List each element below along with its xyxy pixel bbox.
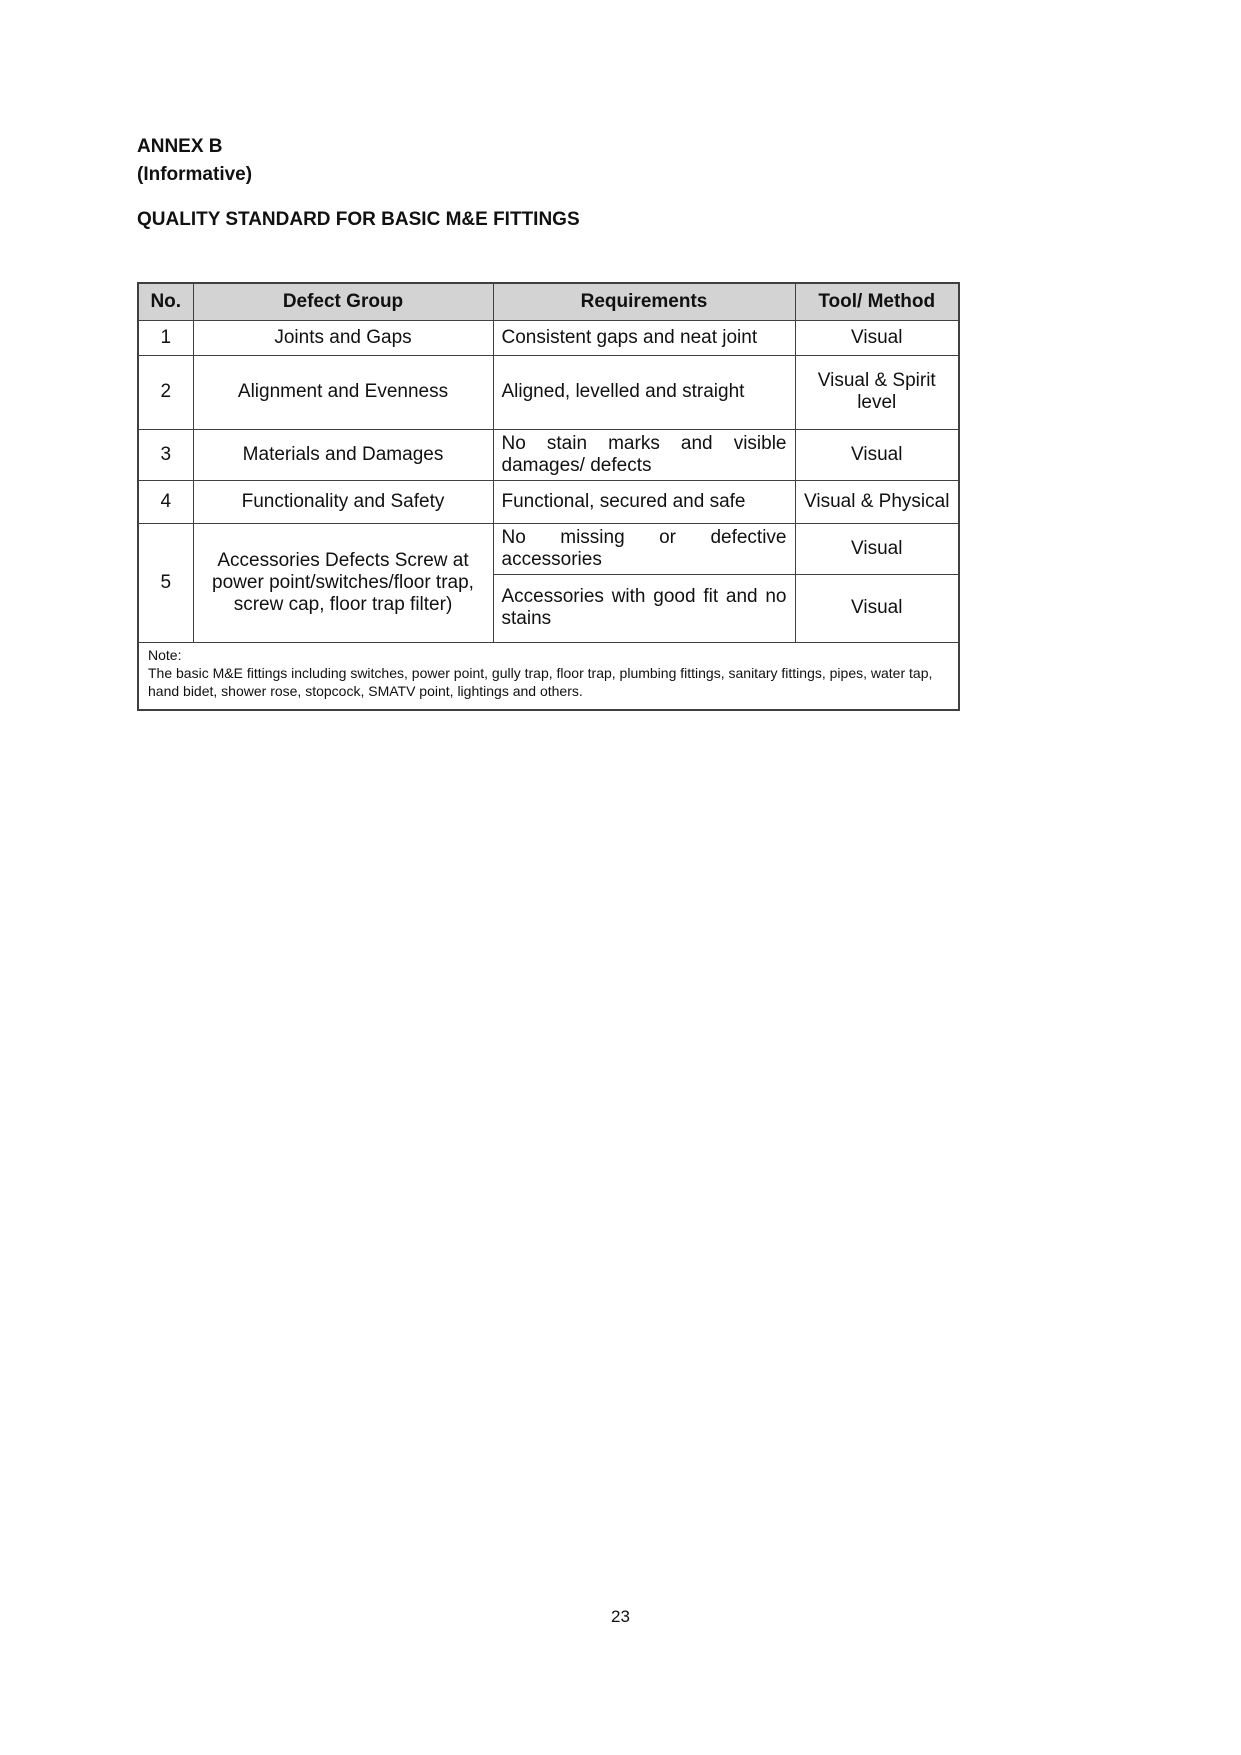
cell-requirements: No missing or defective accessories bbox=[493, 523, 795, 574]
cell-requirements: Functional, secured and safe bbox=[493, 480, 795, 523]
cell-defect-group: Accessories Defects Screw at power point/switches/floor trap, screw cap, floor trap filter) bbox=[193, 523, 493, 642]
table-row bbox=[138, 429, 959, 480]
table-header-row bbox=[138, 283, 959, 320]
header-no: No. bbox=[138, 283, 193, 320]
section-title: QUALITY STANDARD FOR BASIC M&E FITTINGS bbox=[137, 209, 580, 230]
cell-no: 1 bbox=[138, 320, 193, 355]
cell-no: 5 bbox=[138, 523, 193, 642]
annex-title: ANNEX B bbox=[137, 136, 223, 157]
cell-defect-group: Joints and Gaps bbox=[193, 320, 493, 355]
cell-tool-method: Visual & Spirit level bbox=[795, 355, 959, 429]
cell-tool-method: Visual bbox=[795, 523, 959, 574]
cell-requirements: Aligned, levelled and straight bbox=[493, 355, 795, 429]
header-tool-method: Tool/ Method bbox=[795, 283, 959, 320]
cell-no: 3 bbox=[138, 429, 193, 480]
note-cell bbox=[138, 642, 959, 710]
table-note-row bbox=[138, 642, 959, 710]
table-row bbox=[138, 480, 959, 523]
note-text: The basic M&E fittings including switches, power point, gully trap, floor trap, plumbing fittings, sanitary fittings, pipes, water tap, hand bidet, shower rose, stopcock, SMATV point, lightings and others. bbox=[148, 664, 933, 699]
cell-requirements: Consistent gaps and neat joint bbox=[493, 320, 795, 355]
cell-defect-group: Alignment and Evenness bbox=[193, 355, 493, 429]
cell-tool-method: Visual & Physical bbox=[795, 480, 959, 523]
quality-standard-table bbox=[137, 282, 960, 711]
cell-requirements: Accessories with good fit and no stains bbox=[493, 574, 795, 642]
cell-tool-method: Visual bbox=[795, 429, 959, 480]
cell-tool-method: Visual bbox=[795, 320, 959, 355]
table-row bbox=[138, 523, 959, 574]
header-defect-group: Defect Group bbox=[193, 283, 493, 320]
cell-defect-group: Functionality and Safety bbox=[193, 480, 493, 523]
page-number: 23 bbox=[611, 1607, 630, 1626]
cell-no: 4 bbox=[138, 480, 193, 523]
cell-no: 2 bbox=[138, 355, 193, 429]
table-row bbox=[138, 355, 959, 429]
cell-tool-method: Visual bbox=[795, 574, 959, 642]
cell-defect-group: Materials and Damages bbox=[193, 429, 493, 480]
table-row bbox=[138, 320, 959, 355]
annex-subtitle: (Informative) bbox=[137, 164, 253, 185]
note-label: Note: bbox=[148, 646, 182, 663]
header-requirements: Requirements bbox=[493, 283, 795, 320]
cell-requirements: No stain marks and visible damages/ defects bbox=[493, 429, 795, 480]
